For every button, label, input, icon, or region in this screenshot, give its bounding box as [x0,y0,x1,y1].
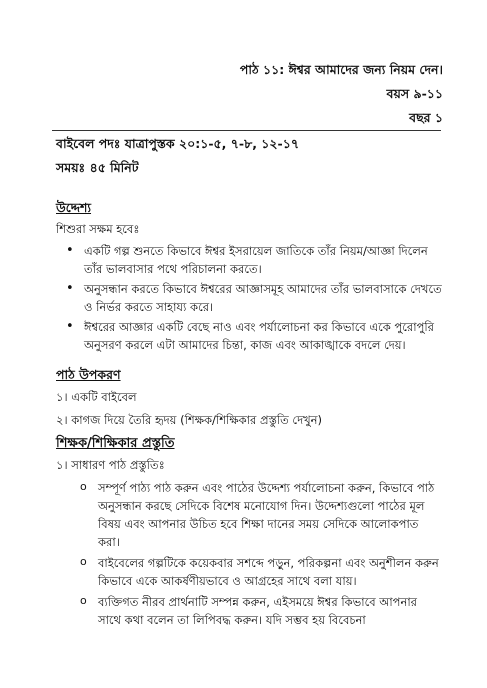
preparation-item: o সম্পূর্ণ পাঠ্য পাঠ করুন এবং পাঠের উদ্দেশ্য পর্যালোচনা করুন, কিভাবে পাঠ অনুসন্ধান করছে সেদিকে বিশেষ মনোযোগ দিন। উদ্দেশ্যগুলো পাঠের মূল বিষয় এবং আপনার উচিত হবে শিক্ষা দানের সময় সেদিকে আলোকপাত করা। [76,479,442,551]
material-item: ১। একটি বাইবেল [56,390,137,404]
preparation-heading: শিক্ষক/শিক্ষিকার প্রস্তুতি [56,436,175,451]
year-label: বছর ১ [409,110,443,125]
objectives-intro: শিশুরা সক্ষম হবেঃ [56,222,140,236]
preparation-item: o ব্যক্তিগত নীরব প্রার্থনাটি সম্পন্ন করুন, এইসময়ে ঈশ্বর কিভাবে আপনার সাথে কথা বলেন তা লিপিবদ্ধ করুন। যদি সম্ভব হয় বিবেচনা [76,593,442,629]
age-range: বয়স ৯-১১ [386,86,443,101]
material-item: ২। কাগজ দিয়ে তৈরি হৃদয় (শিক্ষক/শিক্ষিকার প্রস্তুতি দেখুন) [56,413,323,427]
preparation-list [76,479,442,632]
lesson-duration: সময়ঃ ৪৫ মিনিট [56,160,139,175]
objective-item: • অনুসন্ধান করতে কিভাবে ঈশ্বরের আজ্ঞাসমূহ আমাদের তাঁর ভালবাসাকে দেখতে ও নির্ভর করতে সাহায্য করে। [64,280,442,316]
preparation-item: o বাইবেলের গল্পটিকে কয়েকবার সশব্দে পড়ুন, পরিকল্পনা এবং অনুশীলন করুন কিভাবে একে আকর্ষণীয়ভাবে ও আগ্রহের সাথে বলা যায়। [76,554,442,590]
objectives-list [64,242,442,356]
preparation-subheading: ১। সাধারণ পাঠ প্রস্তুতিঃ [56,458,165,472]
objectives-heading: উদ্দেশ্য [56,200,92,215]
objective-item: • একটি গল্প শুনতে কিভাবে ঈশ্বর ইসরায়েল জাতিকে তাঁর নিয়ম/আজ্ঞা দিলেন তাঁর ভালবাসার পথে পরিচালনা করতে। [64,242,442,278]
header-divider [52,130,441,131]
scripture-reference: বাইবেল পদঃ যাত্রাপুস্তক ২০:১-৫, ৭-৮, ১২-১৭ [56,136,299,151]
materials-heading: পাঠ উপকরণ [56,367,121,382]
objective-item: • ঈশ্বরের আজ্ঞার একটি বেছে নাও এবং পর্যালোচনা কর কিভাবে একে পুরোপুরি অনুসরণ করলে এটা আমাদের চিন্তা, কাজ এবং আকাঙ্খাকে বদলে দেয়। [64,318,442,354]
lesson-title: পাঠ ১১: ঈশ্বর আমাদের জন্য নিয়ম দেন। [239,62,443,77]
